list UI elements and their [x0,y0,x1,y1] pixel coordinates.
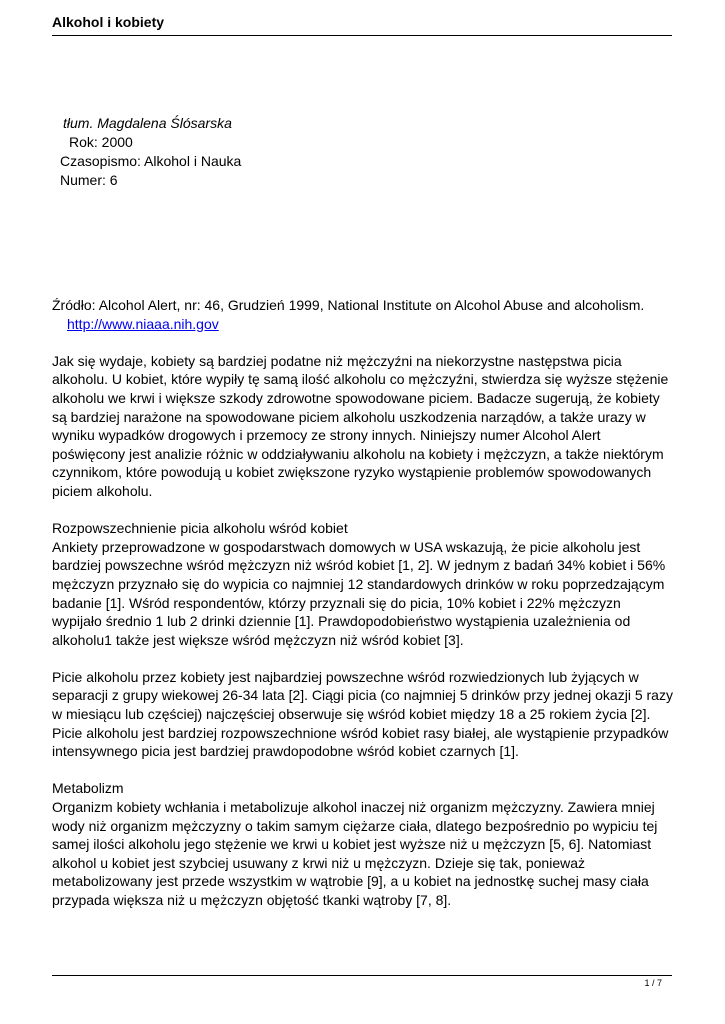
translator: tłum. Magdalena Ślósarska [63,115,232,131]
source-link[interactable]: http://www.niaaa.nih.gov [67,315,219,332]
footer-divider [52,975,672,976]
prevalence-heading: Rozpowszechnienie picia alkoholu wśród kobiet [52,520,348,537]
journal-name: Czasopismo: Alkohol i Nauka [60,153,242,169]
source-block [52,296,674,333]
header-divider [52,35,672,36]
demographics-paragraph: Picie alkoholu przez kobiety jest najbardziej powszechne wśród rozwiedzionych lub żyjących w separacji z grupy wiekowej 26-34 lata [2]. Ciągi picia (co najmniej 5 drinków przy jednej okazji 5 razy w miesiącu lub częściej) najczęściej obserwuje się wśród kobiet między 18 a 25 rokiem życia [2]. Picie alkoholu jest bardziej rozpowszechnione wśród kobiet rasy białej, ale wystąpienie przypadków intensywnego picia jest bardziej prawdopodobne wśród kobiet czarnych [1]. [52,668,673,760]
article-body [52,296,674,928]
intro-paragraph: Jak się wydaje, kobiety są bardziej podatne niż mężczyźni na niekorzystne następstwa picia alkoholu. U kobiet, które wypiły tę samą ilość alkoholu co mężczyźni, stwierdza się wyższe stężenie alkoholu we krwi i większe szkody zdrowotne spowodowane piciem. Badacze sugerują, że kobiety są bardziej narażone na spowodowane piciem alkoholu uszkodzenia narządów, a także urazy w wyniku wypadków drogowych i przemocy ze strony innych. Niniejszy numer Alcohol Alert poświęcony jest analizie różnic w oddziaływaniu alkoholu na kobiety i mężczyzn, a także niektórym czynnikom, które powodują u kobiet zwiększone ryzyko wystąpienie problemów spowodowanych piciem alkoholu. [52,352,669,499]
metabolism-heading: Metabolizm [52,780,124,797]
article-meta [60,114,241,190]
metabolism-paragraph: Organizm kobiety wchłania i metabolizuje alkohol inaczej niż organizm mężczyzny. Zawiera mniej wody niż organizm mężczyzny o takim samym ciężarze ciała, dlatego bezpośrednio po wypiciu tej samej ilości alkoholu jego stężenie we krwi u kobiet jest wyższe niż u mężczyzn [5, 6]. Natomiast alkohol u kobiet jest szybciej usuwany z krwi niż u mężczyzn. Dzieje się tak, ponieważ metabolizowany jest przede wszystkim w wątrobie [9], a u kobiet na jednostkę suchej masy ciała przypada większa niż u mężczyzn objętość tkanki wątroby [7, 8]. [52,799,658,908]
page-number: 1 / 7 [644,978,662,988]
publication-year: Rok: 2000 [69,134,133,150]
issue-number: Numer: 6 [60,172,118,188]
source-citation: Źródło: Alcohol Alert, nr: 46, Grudzień 1999, National Institute on Alcohol Abuse and alcoholism. [52,297,645,313]
prevalence-section [52,519,674,649]
metabolism-section [52,779,674,909]
page-header-title: Alkohol i kobiety [52,14,165,30]
prevalence-paragraph: Ankiety przeprowadzone w gospodarstwach domowych w USA wskazują, że picie alkoholu jest bardziej powszechne wśród mężczyzn niż wśród kobiet [1, 2]. W jednym z badań 34% kobiet i 56% mężczyzn przyznało się do wypicia co najmniej 12 standardowych drinków w roku poprzedzającym badanie [1]. Wśród respondentów, którzy przyznali się do picia, 10% kobiet i 22% mężczyzn wypijało średnio 1 lub 2 drinki dziennie [1]. Prawdopodobieństwo wystąpienia uzależnienia od alkoholu1 także jest większe wśród mężczyzn niż wśród kobiet [3]. [52,538,666,648]
